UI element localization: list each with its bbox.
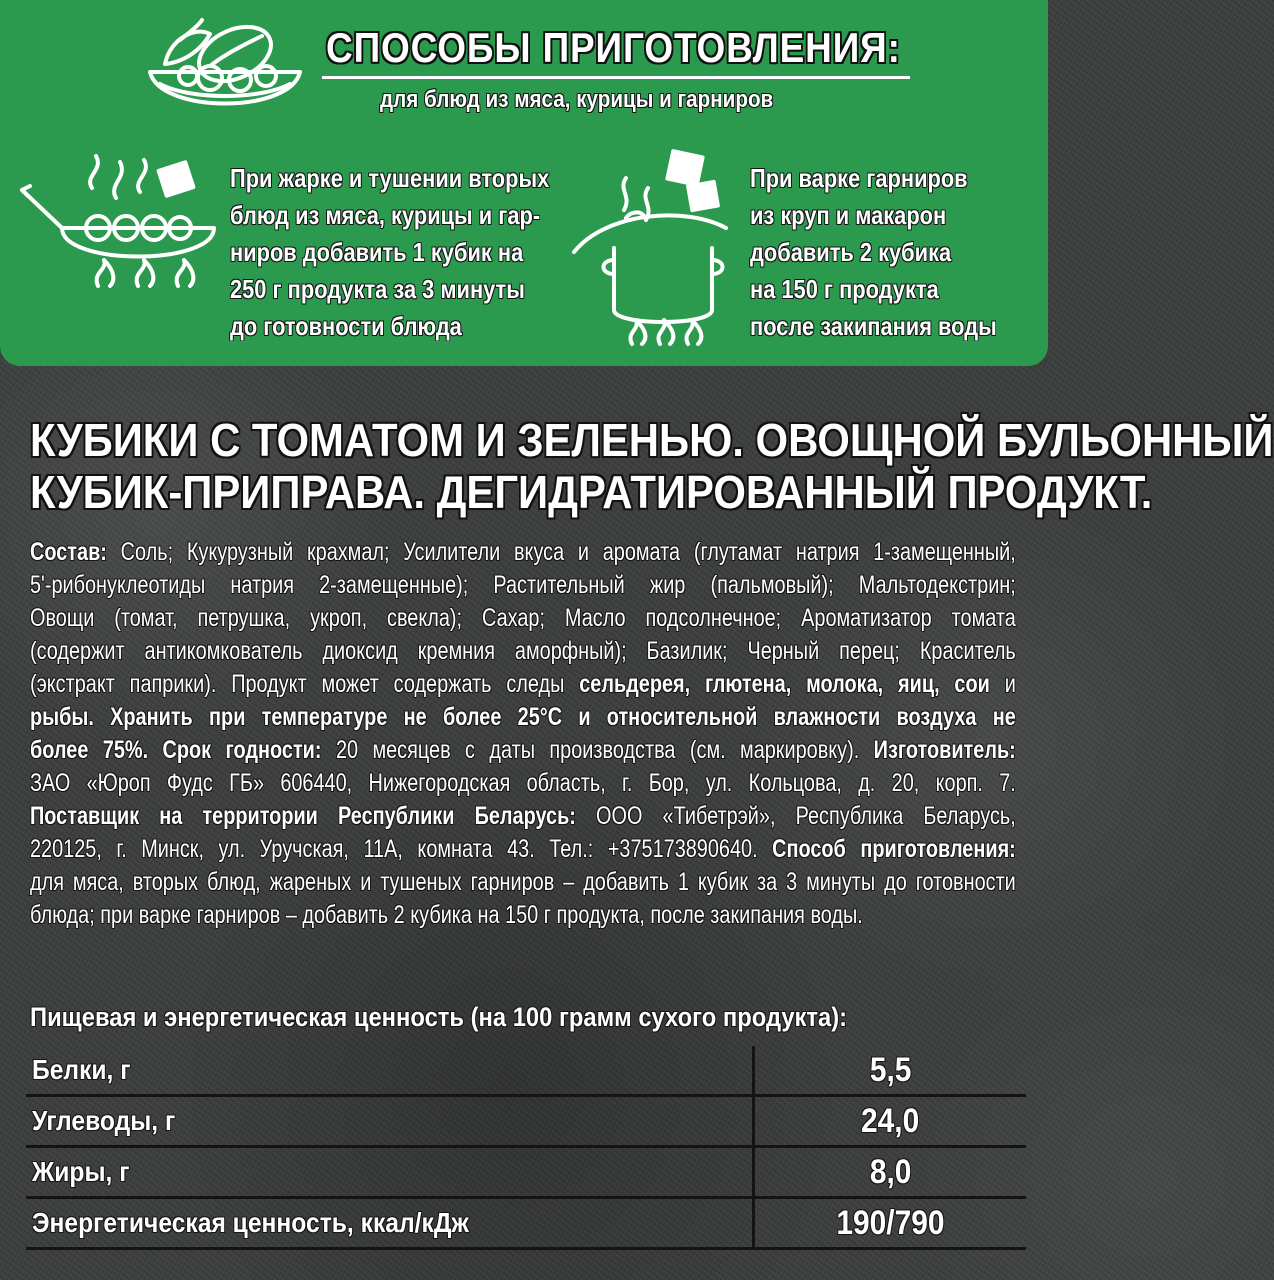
composition-line (30, 833, 1016, 866)
supplier-address: 220125, г. Минск, ул. Уручская, 11А, комната 43. Тел.: +375173890640. (30, 835, 773, 863)
composition-line (30, 734, 1016, 767)
methods-subtitle: для блюд из мяса, курицы и гарниров (380, 86, 774, 113)
allergens-text: сельдерея, глютена, молока, яиц, сои (579, 670, 990, 698)
composition-text-span: (содержит антикомкователь диоксид кремния аморфный); Базилик; Черный перец; Краситель (30, 637, 1016, 665)
preparation-label: Способ приготовления: (772, 835, 1016, 863)
composition-text (30, 536, 1016, 932)
composition-line (30, 866, 1016, 899)
composition-line (30, 899, 1016, 932)
manufacturer-label: Изготовитель: (873, 736, 1016, 764)
composition-line (30, 668, 1016, 701)
composition-line (30, 536, 1016, 569)
manufacturer-text: ЗАО «Юроп Фудс ГБ» 606440, Нижегородская область, г. Бор, ул. Кольцова, д. 20, корп. 7. (30, 769, 1016, 797)
table-row (26, 1096, 1026, 1147)
nutrition-table (26, 1046, 1026, 1250)
composition-text-span: 5'-рибонуклеотиды натрия 2-замещенные); Растительный жир (пальмовый); Мальтодекстрин; (30, 571, 1016, 599)
composition-text-span: (экстракт паприки). Продукт может содержать следы (30, 670, 580, 698)
composition-text-span: Овощи (томат, петрушка, укроп, свекла); Сахар; Масло подсолнечное; Ароматизатор томата (30, 604, 1016, 632)
nutrient-label: Энергетическая ценность, ккал/кДж (32, 1207, 469, 1238)
nutrient-value: 190/790 (836, 1203, 945, 1242)
nutrient-label-cell (26, 1046, 754, 1096)
nutrient-label-cell (26, 1147, 754, 1198)
composition-line (30, 635, 1016, 668)
methods-title: СПОСОБЫ ПРИГОТОВЛЕНИЯ: (326, 24, 901, 71)
table-row (26, 1147, 1026, 1198)
frying-instructions: При жарке и тушении вторых блюд из мяса, курицы и гар- ниров добавить 1 кубик на 250 г продукта за 3 минуты до готовности блюда (230, 163, 550, 341)
shelf-life-label: более 75%. Срок годности: (30, 736, 322, 764)
composition-line (30, 767, 1016, 800)
cooking-pot-icon (566, 148, 744, 348)
supplier-text: ООО «Тибетрэй», Республика Беларусь, (575, 802, 1016, 830)
cooking-methods-panel (0, 0, 1048, 366)
nutrient-label-cell (26, 1096, 754, 1147)
nutrition-heading: Пищевая и энергетическая ценность (на 100 грамм сухого продукта): (30, 1002, 848, 1032)
boiling-instructions: При варке гарниров из круп и макарон добавить 2 кубика на 150 г продукта после закипания воды (750, 163, 997, 341)
nutrient-value: 8,0 (869, 1152, 912, 1191)
storage-text: рыбы. Хранить при температуре не более 25°С и относительной влажности воздуха не (30, 703, 1016, 731)
nutrient-value: 24,0 (861, 1101, 920, 1140)
title-underline (322, 76, 910, 79)
nutrient-value-cell (754, 1147, 1027, 1198)
nutrient-label: Углеводы, г (32, 1105, 176, 1136)
product-title: КУБИКИ С ТОМАТОМ И ЗЕЛЕНЬЮ. ОВОЩНОЙ БУЛЬОННЫЙ КУБИК-ПРИПРАВА. ДЕГИДРАТИРОВАННЫЙ ПРОДУКТ. (30, 414, 1274, 518)
nutrient-value-cell (754, 1198, 1027, 1249)
supplier-label: Поставщик на территории Республики Беларусь: (30, 802, 576, 830)
composition-line (30, 800, 1016, 833)
table-row (26, 1046, 1026, 1096)
shelf-life-text: 20 месяцев с даты производства (см. маркировку). (321, 736, 874, 764)
nutrient-label: Жиры, г (32, 1156, 130, 1187)
composition-label: Состав: (30, 538, 107, 566)
nutrient-value: 5,5 (869, 1050, 912, 1089)
nutrient-label-cell (26, 1198, 754, 1249)
salad-plate-icon (140, 14, 310, 124)
composition-line (30, 569, 1016, 602)
composition-line (30, 701, 1016, 734)
table-row (26, 1198, 1026, 1249)
frying-pan-icon (18, 148, 228, 298)
composition-text-span: и (989, 670, 1016, 698)
preparation-text: блюда; при варке гарниров – добавить 2 кубика на 150 г продукта, после закипания воды. (30, 901, 863, 929)
nutrient-label: Белки, г (32, 1054, 131, 1085)
preparation-text: для мяса, вторых блюд, жареных и тушеных гарниров – добавить 1 кубик за 3 минуты до готовности (30, 868, 1016, 896)
composition-text-span: Соль; Кукурузный крахмал; Усилители вкуса и аромата (глутамат натрия 1-замещенный, (106, 538, 1016, 566)
nutrient-value-cell (754, 1096, 1027, 1147)
nutrient-value-cell (754, 1046, 1027, 1096)
composition-line (30, 602, 1016, 635)
